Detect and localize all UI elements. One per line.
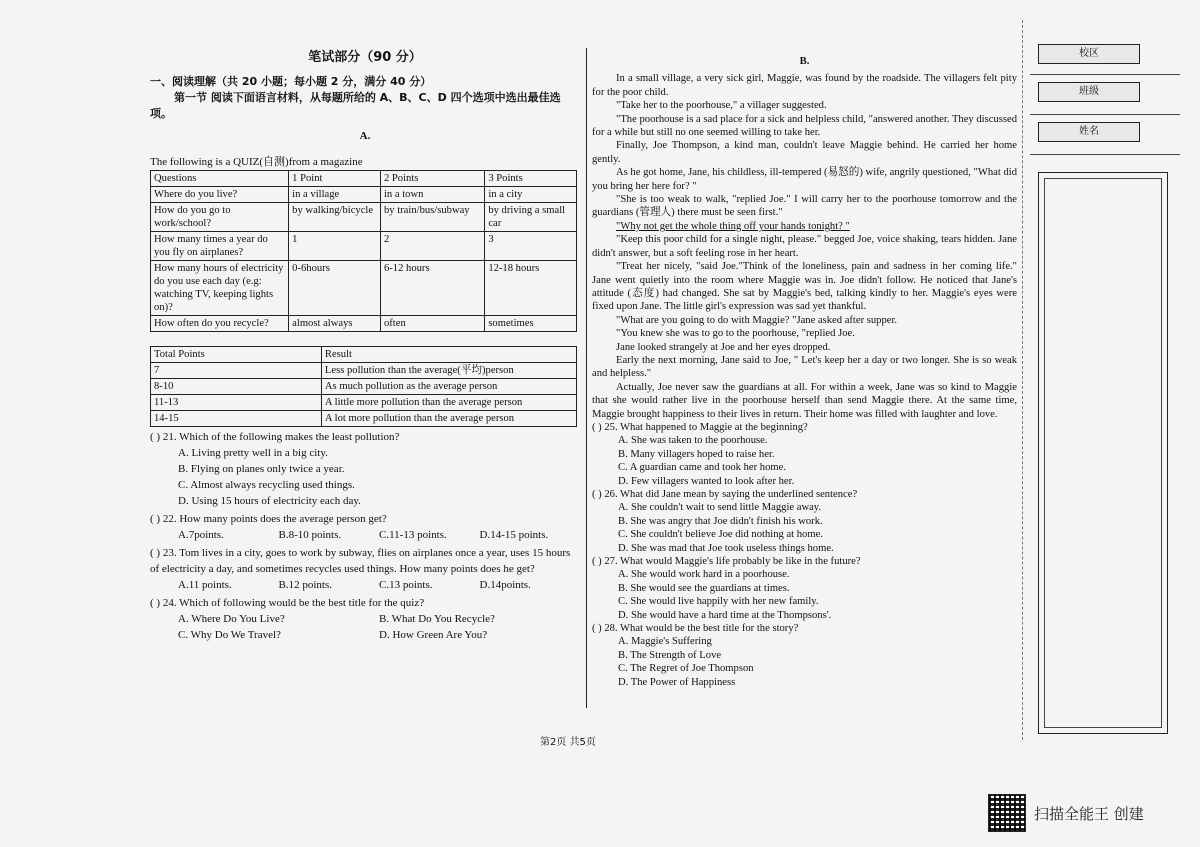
answer-option: A. She would work hard in a poorhouse. — [618, 569, 790, 581]
answer-option: D. Few villagers wanted to look after her. — [618, 475, 795, 487]
question-stem: ( ) 27. What would Maggie's life probably be like in the future? — [592, 556, 861, 568]
table-header-cell: Total Points — [151, 347, 322, 363]
answer-option: C. The Regret of Joe Thompson — [618, 663, 754, 675]
table-cell: in a town — [380, 187, 484, 203]
table-cell: A little more pollution than the average person — [321, 395, 576, 411]
story-paragraph: In a small village, a very sick girl, Maggie, was found by the roadside. The villagers felt pity for the poor child. — [592, 73, 1017, 98]
school-line — [1030, 74, 1180, 75]
answer-option: B. The Strength of Love — [618, 649, 722, 661]
story-paragraph: "What are you going to do with Maggie? "Jane asked after supper. — [616, 314, 898, 326]
table-cell: 11-13 — [151, 395, 322, 411]
answer-option: B.12 points. — [278, 579, 332, 591]
table-row — [151, 379, 577, 395]
passage-b-text — [592, 72, 1017, 421]
exam-section-title: 笔试部分（90 分） — [308, 50, 422, 65]
result-table — [150, 346, 577, 427]
table-cell: by driving a small car — [485, 203, 577, 232]
table-row — [151, 261, 577, 316]
question-stem: ( ) 24. Which of following would be the best title for the quiz? — [150, 597, 425, 609]
table-cell: How do you go to work/school? — [151, 203, 289, 232]
question-stem: ( ) 21. Which of the following makes the least pollution? — [150, 431, 400, 443]
table-header-cell: Questions — [151, 171, 289, 187]
answer-option: A. Maggie's Suffering — [618, 636, 712, 648]
question-stem: ( ) 25. What happened to Maggie at the beginning? — [592, 421, 808, 433]
section-heading: 一、阅读理解（共 20 小题；每小题 2 分，满分 40 分） — [150, 75, 432, 88]
class-label: 班级 — [1038, 82, 1140, 102]
table-header-cell: 2 Points — [380, 171, 484, 187]
answer-option: C. A guardian came and took her home. — [618, 462, 786, 474]
table-cell: 0-6hours — [289, 261, 381, 316]
table-cell: 12-18 hours — [485, 261, 577, 316]
table-header-cell: Result — [321, 347, 576, 363]
answer-option: B. She was angry that Joe didn't finish his work. — [618, 515, 823, 527]
right-questions — [592, 421, 1017, 689]
table-cell: in a village — [289, 187, 381, 203]
table-cell: How often do you recycle? — [151, 316, 289, 332]
left-questions — [150, 429, 580, 643]
table-row — [151, 347, 577, 363]
table-cell: in a city — [485, 187, 577, 203]
table-cell: sometimes — [485, 316, 577, 332]
answer-options-row — [178, 627, 580, 643]
underlined-sentence — [592, 220, 1017, 233]
table-cell: 7 — [151, 363, 322, 379]
answer-option: A.7points. — [178, 529, 224, 541]
table-cell: 1 — [289, 232, 381, 261]
answer-option: D. She would have a hard time at the Thompsons'. — [618, 609, 832, 621]
column-divider — [586, 48, 587, 708]
story-paragraph: "Keep this poor child for a single night, please." begged Joe, voice shaking, tears hidden. Jane didn't answer, but a soft feeling rose in her heart. — [592, 234, 1017, 259]
table-cell: often — [380, 316, 484, 332]
question-stem: ( ) 28. What would be the best title for the story? — [592, 623, 799, 635]
story-paragraph: "The poorhouse is a sad place for a sick and helpless child, "answered another. They discussed for a while but still no one seemed willing to take her. — [592, 113, 1017, 139]
passage-b-label: B. — [799, 56, 810, 67]
answer-option: B. What Do You Recycle? — [379, 613, 495, 625]
answer-option: D.14-15 points. — [479, 529, 549, 541]
answer-option: A.11 points. — [178, 579, 232, 591]
answer-option: A. She was taken to the poorhouse. — [618, 435, 768, 447]
answer-option: B. Flying on planes only twice a year. — [178, 463, 345, 475]
table-cell: 14-15 — [151, 411, 322, 427]
table-cell: How many hours of electricity do you use each day (e.g: watching TV, keeping lights on)? — [151, 261, 289, 316]
answer-option: C. She couldn't believe Joe did nothing at home. — [618, 529, 823, 541]
quiz-table — [150, 170, 577, 332]
table-row — [151, 395, 577, 411]
table-cell: 8-10 — [151, 379, 322, 395]
story-paragraph: "Treat her nicely, "said Joe."Think of the loneliness, pain and sadness in her coming life." Jane went quietly into the room where Maggie was in. Joe didn't follow. He noticed that Jane's attitude (态度) had changed. She sat by Maggie's bed, talking kindly to her. Maggie's eyes were fixed upon Jane. The little girl's expression was sad yet thankful. — [592, 261, 1017, 313]
answer-options-row — [178, 577, 580, 593]
table-row — [151, 411, 577, 427]
scanner-watermark — [988, 794, 1144, 832]
table-header-cell: 1 Point — [289, 171, 381, 187]
quiz-intro: The following is a QUIZ(自测)from a magazine — [150, 156, 363, 168]
table-row — [151, 363, 577, 379]
left-column — [150, 50, 580, 643]
watermark-text: 扫描全能王 创建 — [1034, 804, 1144, 823]
story-paragraph: Jane looked strangely at Joe and her eyes dropped. — [616, 341, 831, 353]
underlined-text: "Why not get the whole thing off your hands tonight? " — [616, 220, 850, 232]
story-paragraph: Finally, Joe Thompson, a kind man, couldn't leave Maggie behind. He carried her home gently. — [592, 140, 1017, 165]
table-cell: 6-12 hours — [380, 261, 484, 316]
table-cell: 3 — [485, 232, 577, 261]
table-cell: by train/bus/subway — [380, 203, 484, 232]
page-footer: 第2页 共5页 — [540, 737, 596, 748]
answer-option: D. How Green Are You? — [379, 629, 488, 641]
answer-option: B. Many villagers hoped to raise her. — [618, 448, 775, 460]
table-cell: As much pollution as the average person — [321, 379, 576, 395]
answer-option: C. She would live happily with her new family. — [618, 596, 819, 608]
answer-option: D. The Power of Happiness — [618, 676, 736, 688]
story-paragraph: Early the next morning, Jane said to Joe, " Let's keep her a day or two longer. She is so weak and helpless." — [592, 354, 1017, 380]
right-column — [592, 55, 1017, 689]
table-row — [151, 171, 577, 187]
passage-a-label: A. — [359, 130, 371, 142]
table-cell: How many times a year do you fly on airplanes? — [151, 232, 289, 261]
question-stem: ( ) 23. Tom lives in a city, goes to work by subway, flies on airplanes once a year, uses 15 hours of electricity a day, and sometimes recycles used things. How many points does he get? — [150, 547, 571, 575]
instruction-text: 第一节 阅读下面语言材料，从每题所给的 A、B、C、D 四个选项中选出最佳选项。 — [150, 91, 561, 120]
story-paragraph: "Take her to the poorhouse," a villager suggested. — [616, 100, 827, 112]
qr-code-icon — [988, 794, 1026, 832]
question-stem: ( ) 22. How many points does the average person get? — [150, 513, 387, 525]
answer-options-row — [178, 611, 580, 627]
student-info-sidebar — [1020, 42, 1190, 742]
answer-option: A. Living pretty well in a big city. — [178, 447, 328, 459]
story-paragraph: "She is too weak to walk, "replied Joe." I will carry her to the poorhouse tomorrow and the guardians (管理人) there must be seen first." — [592, 194, 1017, 219]
answer-option: B. She would see the guardians at times. — [618, 582, 790, 594]
question-stem: ( ) 26. What did Jane mean by saying the underlined sentence? — [592, 489, 858, 500]
answer-option: A. She couldn't wait to send little Maggie away. — [618, 502, 822, 514]
answer-option: C.11-13 points. — [379, 529, 447, 541]
story-paragraph: "You knew she was to go to the poorhouse, "replied Joe. — [616, 328, 855, 340]
table-row — [151, 316, 577, 332]
name-label: 姓名 — [1038, 122, 1140, 142]
class-line — [1030, 114, 1180, 115]
answer-option: D. Using 15 hours of electricity each day. — [178, 495, 361, 507]
answer-option: D. She was mad that Joe took useless things home. — [618, 542, 834, 554]
table-cell: 2 — [380, 232, 484, 261]
answer-option: B.8-10 points. — [278, 529, 342, 541]
answer-option: C.13 points. — [379, 579, 433, 591]
seat-box-inner — [1044, 178, 1162, 728]
name-line — [1030, 154, 1180, 155]
story-paragraph: Actually, Joe never saw the guardians at all. For within a week, Jane was so kind to Maggie that she would rather live in the poorhouse herself than send Maggie there. At the same time, Maggie brought happiness to their lives in return. Their home was filled with laughter and love. — [592, 381, 1017, 420]
school-label: 校区 — [1038, 44, 1140, 64]
table-row — [151, 232, 577, 261]
table-cell: A lot more pollution than the average person — [321, 411, 576, 427]
table-cell: by walking/bicycle — [289, 203, 381, 232]
table-header-cell: 3 Points — [485, 171, 577, 187]
answer-option: D.14points. — [479, 579, 531, 591]
story-paragraph: As he got home, Jane, his childless, ill-tempered (易怒的) wife, angrily questioned, "What did you bring her here for? " — [592, 167, 1017, 192]
table-cell: Less pollution than the average(平均)person — [321, 363, 576, 379]
answer-option: C. Why Do We Travel? — [178, 629, 281, 641]
table-row — [151, 203, 577, 232]
answer-option: C. Almost always recycling used things. — [178, 479, 355, 491]
answer-option: A. Where Do You Live? — [178, 613, 285, 625]
table-cell: Where do you live? — [151, 187, 289, 203]
answer-options-row — [178, 527, 580, 543]
table-cell: almost always — [289, 316, 381, 332]
table-row — [151, 187, 577, 203]
